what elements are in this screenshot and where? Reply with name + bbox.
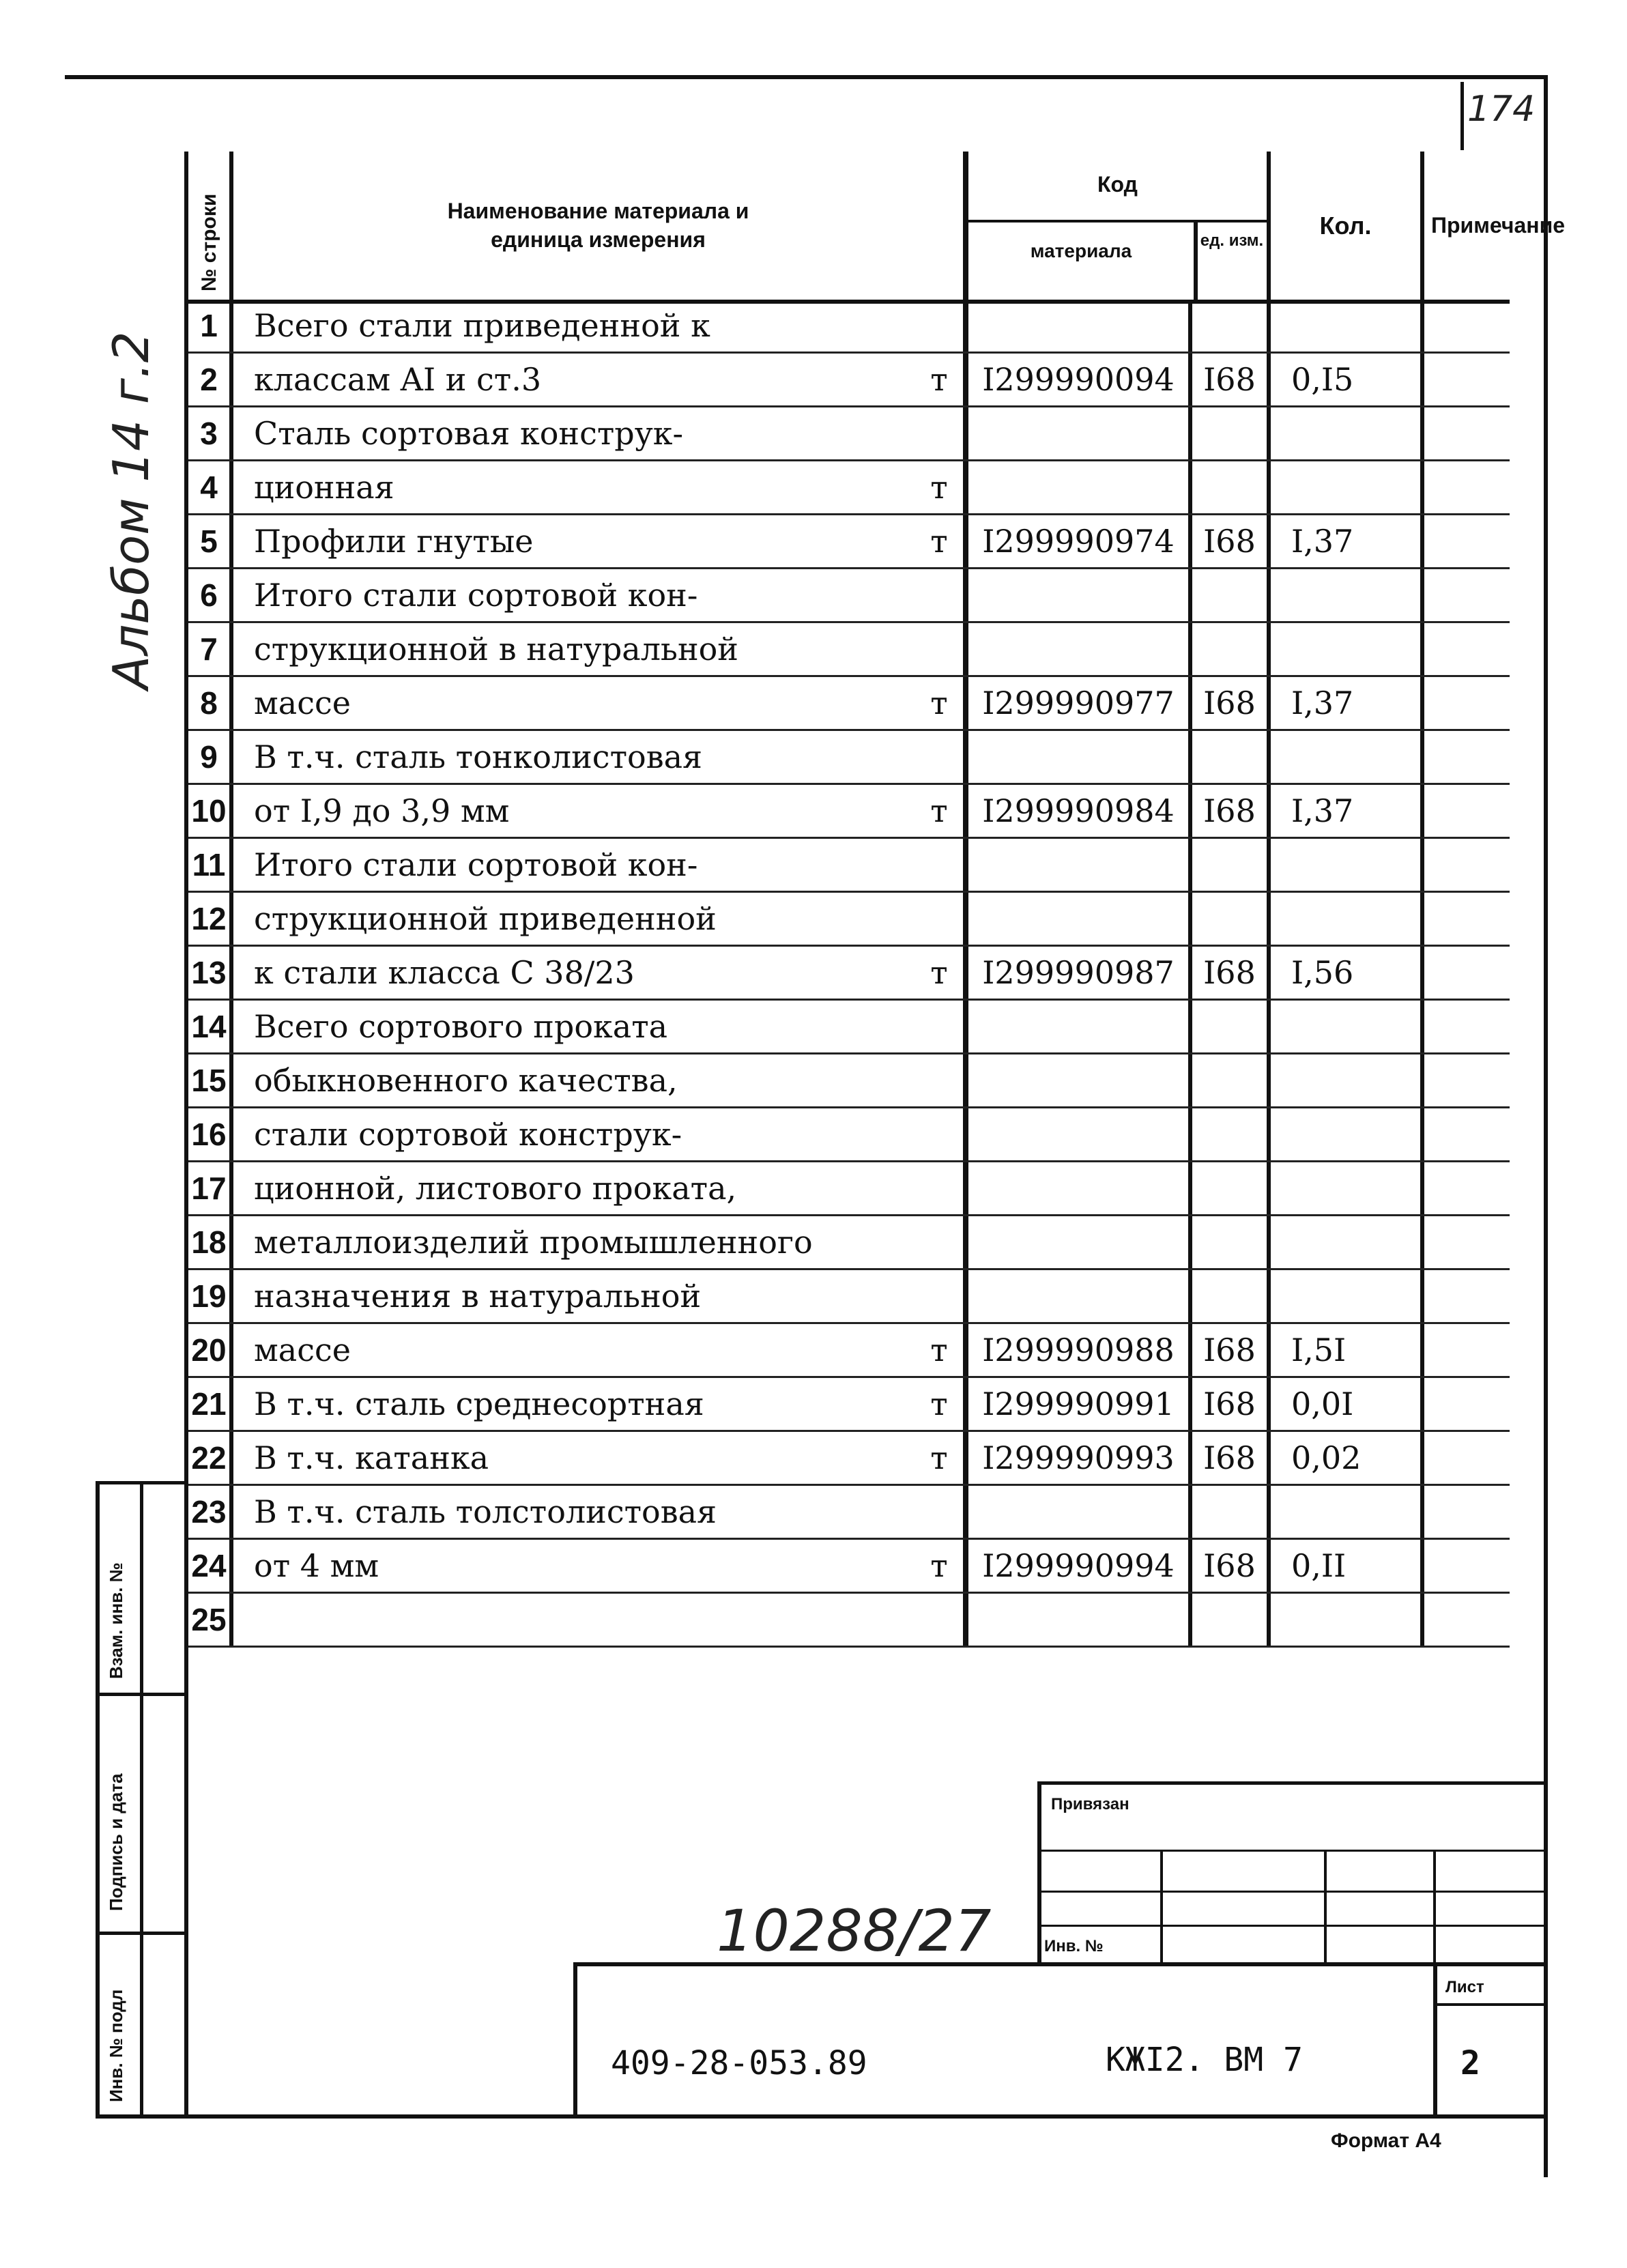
table-row: [188, 569, 1510, 623]
note: [1420, 1216, 1510, 1268]
material-code: I299990987: [963, 947, 1188, 999]
material-name: Итого стали сортовой кон-: [229, 569, 963, 621]
table-row: [188, 354, 1510, 407]
unit: [915, 1270, 963, 1322]
handwritten-sheet-number: 174: [1467, 89, 1536, 130]
unit: т: [930, 523, 948, 560]
row-number: 7: [200, 631, 218, 667]
material-name: массе: [229, 677, 963, 729]
unit: т: [930, 1547, 948, 1584]
unit-code: I68: [1188, 354, 1267, 405]
material-name: В т.ч. сталь тонколистовая: [229, 731, 963, 783]
title-block-main-left: [573, 1962, 577, 2116]
row-number: 19: [191, 1278, 227, 1314]
table-row: [188, 947, 1510, 1001]
note: [1420, 623, 1510, 675]
table-row: [188, 1432, 1510, 1486]
table-row: [188, 300, 1510, 354]
unit: т: [930, 469, 948, 506]
quantity: I,5I: [1267, 1324, 1420, 1376]
side-stamp-divider-1: [96, 1693, 184, 1696]
table-header: [188, 152, 1566, 304]
unit-code: [1188, 569, 1267, 621]
sheet-number-divider: [1460, 82, 1464, 150]
unit-code: [1188, 1054, 1267, 1106]
material-code: [963, 407, 1188, 459]
quantity: I,56: [1267, 947, 1420, 999]
table-row: [188, 1001, 1510, 1054]
material-code: [963, 839, 1188, 891]
note: [1420, 1594, 1510, 1646]
quantity: [1267, 839, 1420, 891]
unit: [915, 1054, 963, 1106]
material-name: металлоизделий промышленного: [229, 1216, 963, 1268]
material-code: [963, 623, 1188, 675]
unit-code: [1188, 839, 1267, 891]
material-name: классам AI и ст.3: [229, 354, 963, 405]
unit: [915, 623, 963, 675]
unit: т: [930, 361, 948, 398]
material-code: [963, 1001, 1188, 1052]
row-number: 3: [200, 416, 218, 451]
unit: [915, 1162, 963, 1214]
quantity: 0,02: [1267, 1432, 1420, 1484]
material-code: I299990993: [963, 1432, 1188, 1484]
note: [1420, 1108, 1510, 1160]
table-row: [188, 1162, 1510, 1216]
row-number: 16: [191, 1117, 227, 1152]
material-name: В т.ч. катанка: [229, 1432, 963, 1484]
note: [1420, 1486, 1510, 1538]
material-code: [963, 1594, 1188, 1646]
table-row: [188, 1594, 1510, 1648]
unit: [915, 300, 963, 351]
table-row: [188, 1486, 1510, 1540]
table-row: [188, 1270, 1510, 1324]
note: [1420, 515, 1510, 567]
material-name: [229, 1594, 963, 1646]
unit-code: [1188, 623, 1267, 675]
material-code: I299990094: [963, 354, 1188, 405]
table-row: [188, 677, 1510, 731]
material-code: [963, 461, 1188, 513]
note: [1420, 1540, 1510, 1592]
side-stamp-divider-2: [96, 1932, 184, 1935]
table-row: [188, 731, 1510, 785]
unit-code: [1188, 461, 1267, 513]
unit-code: [1188, 1001, 1267, 1052]
row-number: 17: [191, 1171, 227, 1206]
unit: [915, 731, 963, 783]
note: [1420, 947, 1510, 999]
material-name: обыкновенного качества,: [229, 1054, 963, 1106]
material-name: Всего сортового проката: [229, 1001, 963, 1052]
title-grid-col-1: [1160, 1850, 1163, 1966]
unit-code: [1188, 731, 1267, 783]
unit: [915, 1001, 963, 1052]
quantity: [1267, 461, 1420, 513]
unit-code: I68: [1188, 1324, 1267, 1376]
material-name: струкционной приведенной: [229, 893, 963, 945]
doc-number: 409-28-053.89: [611, 2044, 867, 2082]
material-name: массе: [229, 1324, 963, 1376]
row-number: 15: [191, 1063, 227, 1098]
unit-code: [1188, 1594, 1267, 1646]
quantity: 0,I5: [1267, 354, 1420, 405]
stamp-inv-zam: Взам. инв. №: [106, 1562, 126, 1679]
material-code: [963, 1486, 1188, 1538]
quantity: [1267, 893, 1420, 945]
top-border: [65, 75, 1546, 79]
header-qty: Кол.: [1267, 152, 1420, 300]
note: [1420, 1162, 1510, 1214]
row-number: 25: [191, 1602, 227, 1637]
right-border: [1544, 75, 1548, 2177]
note: [1420, 893, 1510, 945]
title-block-left-line: [1037, 1781, 1041, 1966]
material-code: I299990977: [963, 677, 1188, 729]
quantity: 0,0I: [1267, 1378, 1420, 1430]
unit-code: [1188, 1216, 1267, 1268]
doc-code: КЖI2. ВМ 7: [1106, 2041, 1303, 2079]
material-name: назначения в натуральной: [229, 1270, 963, 1322]
note: [1420, 407, 1510, 459]
row-number: 1: [200, 308, 218, 343]
material-name: Сталь сортовая конструк-: [229, 407, 963, 459]
row-number: 20: [191, 1332, 227, 1368]
table-row: [188, 1108, 1510, 1162]
table-row: [188, 1378, 1510, 1432]
title-grid-line-3: [1037, 1925, 1546, 1927]
unit: [915, 839, 963, 891]
note: [1420, 1324, 1510, 1376]
quantity: I,37: [1267, 515, 1420, 567]
unit-code: [1188, 1270, 1267, 1322]
unit-code: I68: [1188, 1540, 1267, 1592]
title-grid-line-2: [1037, 1891, 1546, 1893]
unit-code: I68: [1188, 677, 1267, 729]
row-number: 12: [191, 901, 227, 936]
unit: [915, 1108, 963, 1160]
unit: т: [930, 792, 948, 829]
row-number: 13: [191, 955, 227, 990]
row-number: 2: [200, 362, 218, 397]
side-stamp-inner-line: [140, 1481, 143, 2116]
title-grid-line-1: [1037, 1850, 1546, 1852]
album-note: Альбом 14 г.2: [102, 331, 160, 689]
material-code: [963, 1108, 1188, 1160]
table-row: [188, 1540, 1510, 1594]
material-code: [963, 300, 1188, 351]
header-code: Код материала ед. изм.: [963, 152, 1267, 300]
quantity: 0,II: [1267, 1540, 1420, 1592]
note: [1420, 300, 1510, 351]
row-number: 22: [191, 1440, 227, 1476]
note: [1420, 1270, 1510, 1322]
quantity: [1267, 1486, 1420, 1538]
quantity: [1267, 1594, 1420, 1646]
material-code: [963, 1054, 1188, 1106]
material-name: Всего стали приведенной к: [229, 300, 963, 351]
unit: [915, 407, 963, 459]
header-note: Примечание: [1420, 152, 1510, 300]
row-number: 4: [200, 470, 218, 505]
unit-code: [1188, 1486, 1267, 1538]
unit: [915, 1216, 963, 1268]
note: [1420, 677, 1510, 729]
note: [1420, 461, 1510, 513]
stamp-sign-date: Подпись и дата: [106, 1773, 126, 1911]
material-code: [963, 1216, 1188, 1268]
unit-code: I68: [1188, 1378, 1267, 1430]
material-name: от 4 мм: [229, 1540, 963, 1592]
privyazan-label: Привязан: [1051, 1795, 1129, 1813]
quantity: [1267, 1162, 1420, 1214]
material-code: I299990994: [963, 1540, 1188, 1592]
row-number: 5: [200, 523, 218, 559]
title-grid-col-3: [1433, 1850, 1436, 1966]
material-name: ционной, листового проката,: [229, 1162, 963, 1214]
side-stamp-left-line: [96, 1481, 100, 2116]
table-row: [188, 1054, 1510, 1108]
material-name: В т.ч. сталь толстолистовая: [229, 1486, 963, 1538]
note: [1420, 839, 1510, 891]
quantity: [1267, 300, 1420, 351]
unit: [915, 893, 963, 945]
row-number: 9: [200, 739, 218, 775]
note: [1420, 354, 1510, 405]
quantity: I,37: [1267, 785, 1420, 837]
note: [1420, 1378, 1510, 1430]
table-row: [188, 1216, 1510, 1270]
quantity: [1267, 731, 1420, 783]
unit-code: I68: [1188, 947, 1267, 999]
material-name: струкционной в натуральной: [229, 623, 963, 675]
material-name: В т.ч. сталь среднесортная: [229, 1378, 963, 1430]
inv-no-label: Инв. №: [1044, 1937, 1104, 1955]
material-code: I299990974: [963, 515, 1188, 567]
row-number: 10: [191, 793, 227, 829]
material-name: стали сортовой конструк-: [229, 1108, 963, 1160]
note: [1420, 1001, 1510, 1052]
row-number: 21: [191, 1386, 227, 1422]
unit: т: [930, 1332, 948, 1368]
quantity: [1267, 407, 1420, 459]
unit-code: [1188, 300, 1267, 351]
row-number: 11: [192, 847, 226, 882]
table-row: [188, 839, 1510, 893]
unit-code: [1188, 1108, 1267, 1160]
table-row: [188, 785, 1510, 839]
sheet-cell-divider: [1433, 2003, 1546, 2006]
note: [1420, 1432, 1510, 1484]
sheet-cell-left: [1433, 1962, 1437, 2116]
row-number: 8: [200, 685, 218, 721]
stamp-inv-podl: Инв. № подл: [106, 1989, 126, 2102]
unit: [915, 1594, 963, 1646]
quantity: I,37: [1267, 677, 1420, 729]
material-code: [963, 569, 1188, 621]
material-name: к стали класса С 38/23: [229, 947, 963, 999]
note: [1420, 731, 1510, 783]
table-row: [188, 407, 1510, 461]
row-number: 23: [191, 1494, 227, 1530]
quantity: [1267, 1054, 1420, 1106]
bottom-border: [96, 2114, 1546, 2119]
unit: т: [930, 1439, 948, 1476]
quantity: [1267, 569, 1420, 621]
material-code: I299990984: [963, 785, 1188, 837]
table-row: [188, 893, 1510, 947]
format-label: Формат А4: [1331, 2129, 1441, 2152]
header-row-no: № строки: [198, 193, 220, 291]
unit: т: [930, 1386, 948, 1422]
quantity: [1267, 1270, 1420, 1322]
header-name: Наименование материала и единица измерения: [229, 152, 963, 300]
unit: [915, 569, 963, 621]
quantity: [1267, 1216, 1420, 1268]
title-grid-col-2: [1324, 1850, 1327, 1966]
note: [1420, 569, 1510, 621]
note: [1420, 785, 1510, 837]
material-name: Итого стали сортовой кон-: [229, 839, 963, 891]
note: [1420, 1054, 1510, 1106]
material-code: [963, 731, 1188, 783]
unit-code: [1188, 407, 1267, 459]
material-name: Профили гнутые: [229, 515, 963, 567]
material-name: от I,9 до 3,9 мм: [229, 785, 963, 837]
unit-code: I68: [1188, 785, 1267, 837]
table-row: [188, 623, 1510, 677]
material-name: ционная: [229, 461, 963, 513]
unit-code: I68: [1188, 515, 1267, 567]
material-code: [963, 1270, 1188, 1322]
unit-code: I68: [1188, 1432, 1267, 1484]
unit: т: [930, 954, 948, 991]
quantity: [1267, 1001, 1420, 1052]
table-row: [188, 461, 1510, 515]
table-row: [188, 1324, 1510, 1378]
row-number: 6: [200, 577, 218, 613]
sheet-value: 2: [1460, 2044, 1480, 2082]
unit: [915, 1486, 963, 1538]
handwritten-doc-number: 10288/27: [717, 1897, 992, 1964]
quantity: [1267, 1108, 1420, 1160]
row-number: 14: [191, 1009, 227, 1044]
sheet-label: Лист: [1445, 1978, 1484, 1996]
title-block-top-line: [1037, 1781, 1546, 1785]
unit: т: [930, 685, 948, 721]
row-number: 24: [191, 1548, 227, 1583]
material-code: [963, 1162, 1188, 1214]
material-code: [963, 893, 1188, 945]
material-code: I299990991: [963, 1378, 1188, 1430]
row-number: 18: [191, 1224, 227, 1260]
quantity: [1267, 623, 1420, 675]
table-row: [188, 515, 1510, 569]
unit-code: [1188, 893, 1267, 945]
unit-code: [1188, 1162, 1267, 1214]
material-code: I299990988: [963, 1324, 1188, 1376]
